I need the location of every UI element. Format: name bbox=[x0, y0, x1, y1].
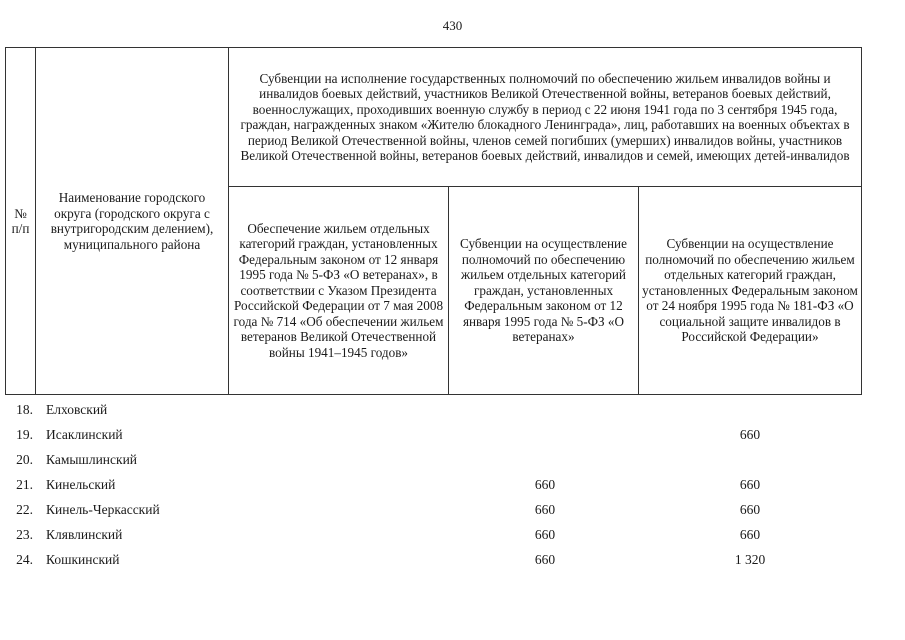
row-number: 23. bbox=[16, 527, 33, 542]
row-value-disabled: 660 bbox=[739, 477, 761, 492]
row-name: Клявлинский bbox=[46, 527, 123, 542]
header-col-number: № п/п bbox=[6, 48, 36, 395]
page-number: 430 bbox=[442, 18, 463, 33]
table-row bbox=[0, 472, 905, 497]
row-value-disabled: 660 bbox=[739, 527, 761, 542]
table-header bbox=[5, 47, 862, 395]
row-number: 24. bbox=[16, 552, 33, 567]
row-number: 19. bbox=[16, 427, 33, 442]
row-value-veterans: 660 bbox=[534, 477, 556, 492]
header-group-subventions: Субвенции на исполнение государственных полномочий по обеспечению жильем инвалидов войны и инвалидов боевых действий, участников Великой Отечественной войны, ветеранов боевых действий, военнослужащих, проходивших военную службу в период с 22 июня 1941 года по 3 сентября 1945 года, граждан, награжденных знаком «Жителю блокадного Ленинграда», лиц, работавших на военных объектах в период Великой Отечественной войны, членов семей погибших (умерших) инвалидов войны, участников Великой Отечественной войны, ветеранов боевых действий, инвалидов и семей, имеющих детей-инвалидов bbox=[229, 48, 862, 187]
table-row bbox=[0, 522, 905, 547]
row-number: 21. bbox=[16, 477, 33, 492]
row-value-disabled: 660 bbox=[739, 427, 761, 442]
row-value-disabled: 660 bbox=[739, 502, 761, 517]
row-number: 22. bbox=[16, 502, 33, 517]
row-name: Кошкинский bbox=[46, 552, 120, 567]
row-name: Елховский bbox=[46, 402, 108, 417]
table-row bbox=[0, 447, 905, 472]
table-row bbox=[0, 497, 905, 522]
header-sub-disabled: Субвенции на осуществление полномочий по обеспечению жильем отдельных категорий граждан, установленных Федеральным законом от 24 ноября 1995 года № 181-ФЗ «О социальной защите инвалидов в Российской Федерации» bbox=[639, 187, 862, 395]
row-name: Кинель-Черкасский bbox=[46, 502, 160, 517]
row-number: 20. bbox=[16, 452, 33, 467]
table-row bbox=[0, 422, 905, 447]
row-name: Камышлинский bbox=[46, 452, 138, 467]
row-name: Исаклинский bbox=[46, 427, 123, 442]
header-col-name: Наименование городского округа (городского округа с внутригородским делением), муниципального района bbox=[36, 48, 229, 395]
row-number: 18. bbox=[16, 402, 33, 417]
row-value-veterans: 660 bbox=[534, 527, 556, 542]
table-row bbox=[0, 397, 905, 422]
row-value-disabled: 1 320 bbox=[734, 552, 766, 567]
header-sub-housing-ww2: Обеспечение жильем отдельных категорий граждан, установленных Федеральным законом от 12 января 1995 года № 5-ФЗ «О ветеранах», в соответствии с Указом Президента Российской Федерации от 7 мая 2008 года № 714 «Об обеспечении жильем ветеранов Великой Отечественной войны 1941–1945 годов» bbox=[229, 187, 449, 395]
table-body bbox=[0, 397, 905, 572]
row-name: Кинельский bbox=[46, 477, 116, 492]
header-sub-veterans: Субвенции на осуществление полномочий по обеспечению жильем отдельных категорий граждан, установленных Федеральным законом от 12 января 1995 года № 5-ФЗ «О ветеранах» bbox=[449, 187, 639, 395]
table-row bbox=[0, 547, 905, 572]
row-value-veterans: 660 bbox=[534, 552, 556, 567]
row-value-veterans: 660 bbox=[534, 502, 556, 517]
